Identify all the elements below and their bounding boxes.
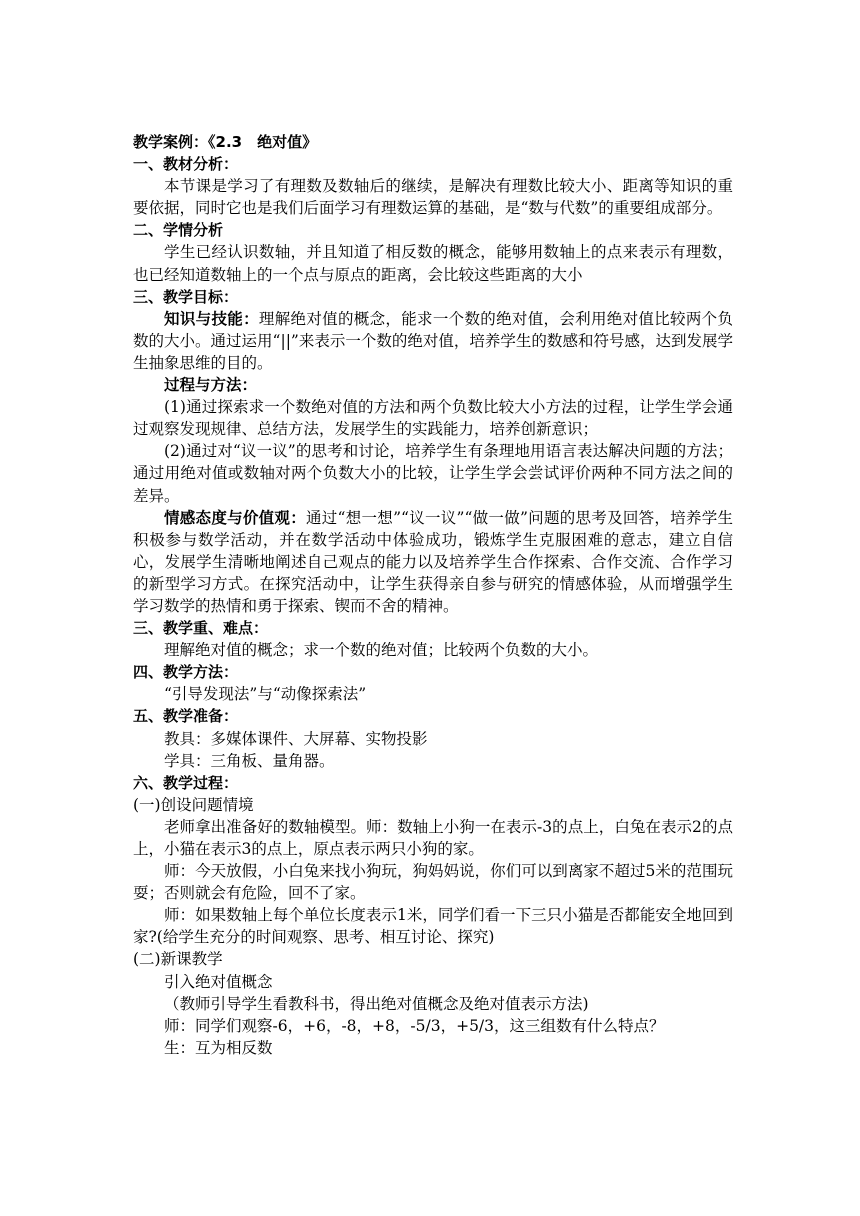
- section-heading: 四、教学方法：: [133, 663, 239, 682]
- paragraph: [133, 308, 733, 374]
- section-heading: 三、教学目标：: [133, 287, 239, 306]
- paragraph: 引入绝对值概念: [164, 972, 273, 991]
- section-heading: 二、学情分析: [133, 221, 224, 240]
- section-heading: 六、教学过程：: [133, 773, 239, 792]
- subheading: 过程与方法：: [164, 376, 258, 395]
- subsection-heading: (一)创设问题情境: [133, 795, 254, 814]
- paragraph: 师：今天放假，小白兔来找小狗玩，狗妈妈说，你们可以到离家不超过5米的范围玩耍；否则就会有危险，回不了家。: [133, 862, 733, 903]
- paragraph: 老师拿出准备好的数轴模型。师：数轴上小狗一在表示-3的点上，白兔在表示2的点上，小猫在表示3的点上，原点表示两只小狗的家。: [133, 817, 733, 858]
- section-heading: 五、教学准备：: [133, 707, 239, 726]
- paragraph: （教师引导学生看教科书，得出绝对值概念及绝对值表示方法): [164, 994, 589, 1013]
- paragraph: 师：同学们观察-6，+6，-8，+8，-5/3，+5/3，这三组数有什么特点？: [164, 1016, 665, 1035]
- paragraph: 本节课是学习了有理数及数轴后的继续，是解决有理数比较大小、距离等知识的重要依据，同时它也是我们后面学习有理数运算的基础，是“数与代数”的重要组成部分。: [133, 177, 733, 218]
- paragraph: 生：互为相反数: [164, 1038, 273, 1057]
- paragraph: 理解绝对值的概念；求一个数的绝对值；比较两个负数的大小。: [164, 641, 599, 660]
- section-heading: 三、教学重、难点：: [133, 619, 269, 638]
- document-body: [133, 131, 733, 1059]
- paragraph-text: 通过“想一想”“议一议”“做一做”问题的思考及回答，培养学生积极参与数学活动，并在数学活动中体验成功，锻炼学生克服困难的意志，建立自信心，发展学生清晰地阐述自己观点的能力以及培养学生合作探索、合作交流、合作学习的新型学习方式。在探究活动中，让学生获得亲自参与研究的情感体验，从而增强学生学习数学的热情和勇于探索、锲而不舍的精神。: [133, 508, 733, 615]
- paragraph: “引导发现法”与“动像探索法”: [164, 685, 367, 704]
- subheading-label: 情感态度与价值观：: [164, 508, 306, 527]
- paragraph: (2)通过对“议一议”的思考和讨论，培养学生有条理地用语言表达解决问题的方法；通过用绝对值或数轴对两个负数大小的比较，让学生学会尝试评价两种不同方法之间的差异。: [133, 442, 733, 505]
- paragraph: 学具：三角板、量角器。: [164, 751, 335, 770]
- section-heading: 一、教材分析：: [133, 155, 239, 174]
- document-title: 教学案例：《2.3 绝对值》: [133, 133, 318, 151]
- paragraph: 教具：多媒体课件、大屏幕、实物投影: [164, 729, 428, 748]
- subheading-label: 知识与技能：: [164, 309, 259, 328]
- paragraph: (1)通过探索求一个数绝对值的方法和两个负数比较大小方法的过程，让学生学会通过观察发现规律、总结方法，发展学生的实践能力，培养创新意识；: [133, 398, 733, 439]
- paragraph-text: 理解绝对值的概念，能求一个数的绝对值，会利用绝对值比较两个负数的大小。通过运用“||”来表示一个数的绝对值，培养学生的数感和符号感，达到发展学生抽象思维的目的。: [133, 309, 733, 372]
- paragraph: 师：如果数轴上每个单位长度表示1米，同学们看一下三只小猫是否都能安全地回到家?(给学生充分的时间观察、思考、相互讨论、探究): [133, 906, 733, 947]
- paragraph: [133, 507, 733, 617]
- paragraph: 学生已经认识数轴，并且知道了相反数的概念，能够用数轴上的点来表示有理数，也已经知道数轴上的一个点与原点的距离，会比较这些距离的大小: [133, 243, 733, 284]
- subsection-heading: (二)新课教学: [133, 950, 223, 969]
